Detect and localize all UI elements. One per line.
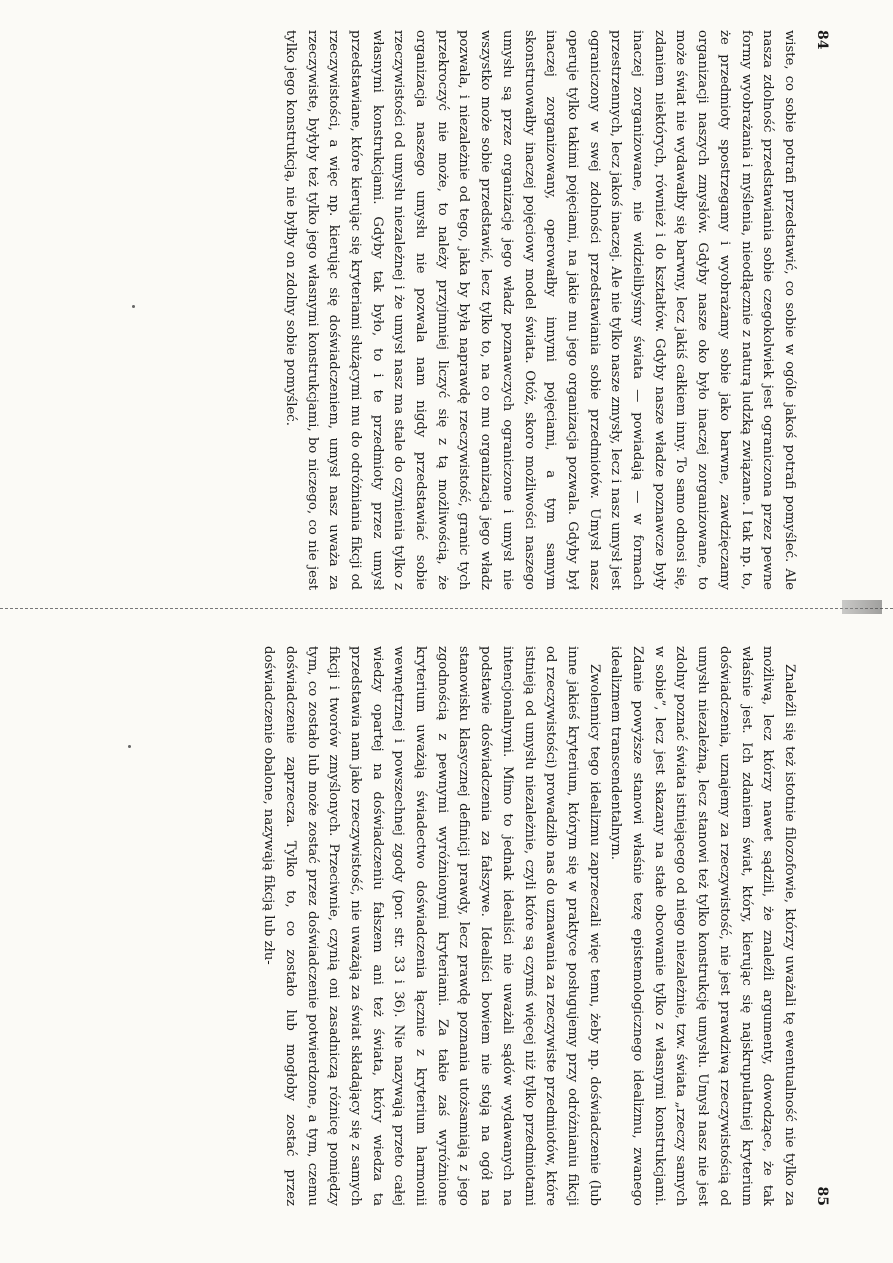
scan-fold-mark	[842, 600, 882, 614]
page-fold-line	[0, 608, 893, 609]
paragraph: wiste, co sobie potrafi przedstawić, co sobie w ogóle jakoś potrafi pomyśleć. Ale nasza zdolność przedstawiania sobie czegokolwiek jest ograniczona przez pewne formy wyobrażania i myślenia, nieodłącznie z naturą ludzką związane. I tak np. to, że przedmioty spostrzegamy i wyobrażamy sobie jako barwne, zawdzięczamy organizacji naszych zmysłów. Gdyby nasze oko było inaczej zorganizowane, to może świat nie wydawałby się barwny, lecz jakiś całkiem inny. To samo odnosi się, zdaniem niektórych, również i do kształtów. Gdyby nasze władze poznawcze były inaczej zorganizowane, nie widzielibyśmy świata — powiadają — w formach przestrzennych, lecz jakoś inaczej. Ale nie tylko nasze zmysły, lecz i nasz umysł jest ograniczony w swej zdolności przedstawiania sobie przedmiotów. Umysł nasz operuje tylko takimi pojęciami, na jakie mu jego organizacja pozwala. Gdyby był inaczej zorganizowany, operowałby innymi pojęciami, a tym samym skonstruowałby inaczej pojęciowy model świata. Otóż, skoro możliwości naszego umysłu są przez organizację jego władz poznawczych ograniczone i umysł nie wszystko może sobie przedstawić, lecz tylko to, na co mu organizacja jego władz pozwala, i niezależnie od tego, jaka by była naprawdę rzeczywistość, granic tych przekroczyć nie może, to należy przyjmniej liczyć się z tą możliwością, że organizacja naszego umysłu nie pozwala nam nigdy przedstawiać sobie rzeczywistości od umysłu niezależnej i że umysł nasz ma stale do czynienia tylko z własnymi konstrukcjami. Gdyby tak było, to i te przedmioty przez umysł przedstawiane, które kierując się kryteriami służącymi mu do odróżniania fikcji od rzeczywistości, a więc np. kierując się doświadczeniem, umysł nasz uważa za rzeczywiste, byłyby też tylko jego własnymi konstrukcjami, bo niczego, co nie jest tylko jego konstrukcją, nie byłby on zdolny sobie pomyśleć.	[282, 30, 797, 590]
page-number: 84	[814, 30, 830, 50]
book-page-84	[70, 30, 830, 590]
page-body-text	[70, 30, 800, 590]
page-body-text	[70, 646, 800, 1206]
page-number: 85	[814, 1186, 830, 1206]
book-page-85	[70, 646, 830, 1206]
paragraph: Znaleźli się też istotnie filozofowie, którzy uważali tę ewentualność nie tylko za możliwą, lecz którzy nawet sądzili, że znaleźli argumenty, dowodzące, że tak właśnie jest. Ich zdaniem świat, który, kierując się najskrupulatniej kryterium doświadczenia, uznajemy za rzeczywistość, nie jest prawdziwą rzeczywistością od umysłu niezależną, lecz stanowi też tylko konstrukcję umysłu. Umysł nasz nie jest zdolny poznać świata istniejącego od niego niezależnie, tzw. świata „rzeczy samych w sobie”, lecz jest skazany na stałe obcowanie tylko z własnymi konstrukcjami. Zdanie powyższe stanowi właśnie tezę epistemologicznego idealizmu, zwanego idealizmem transcendentalnym.	[608, 646, 797, 1206]
paragraph: Zwolennicy tego idealizmu zaprzeczali więc temu, żeby np. doświadczenie (lub inne jakieś kryterium, którym się w praktyce posługujemy przy odróżnianiu fikcji od rzeczywistości) prowadziło nas do uznawania za rzeczywiste przedmiotów, które istnieją od umysłu niezależnie, czyli które są czymś więcej niż tylko przedmiotami intencjonalnymi. Mimo to jednak idealiści nie uważali sądów wydawanych na podstawie doświadczenia za fałszywe. Idealiści bowiem nie stoją na ogół na stanowisku klasycznej definicji prawdy, lecz prawdę poznania utożsamiają z jego zgodnością z pewnymi wyróżnionymi kryteriami. Za takie zaś wyróżnione kryterium uważają świadectwo doświadczenia łącznie z kryterium harmonii wewnętrznej i powszechnej zgody (por. str. 33 i 36). Nie nazywają przeto całej wiedzy opartej na doświadczeniu fałszem ani też świata, który wiedza ta przedstawia nam jako rzeczywistość, nie uważają za świat składający się z samych fikcji i tworów zmyślonych. Przeciwnie, czynią oni zasadniczą różnicę pomiędzy tym, co zostało lub może zostać przez doświadczenie potwierdzone, a tym, czemu doświadczenie zaprzecza. Tylko to, co zostało lub mogłoby zostać przez doświadczenie obalone, nazywają fikcją lub złu-	[261, 646, 602, 1206]
